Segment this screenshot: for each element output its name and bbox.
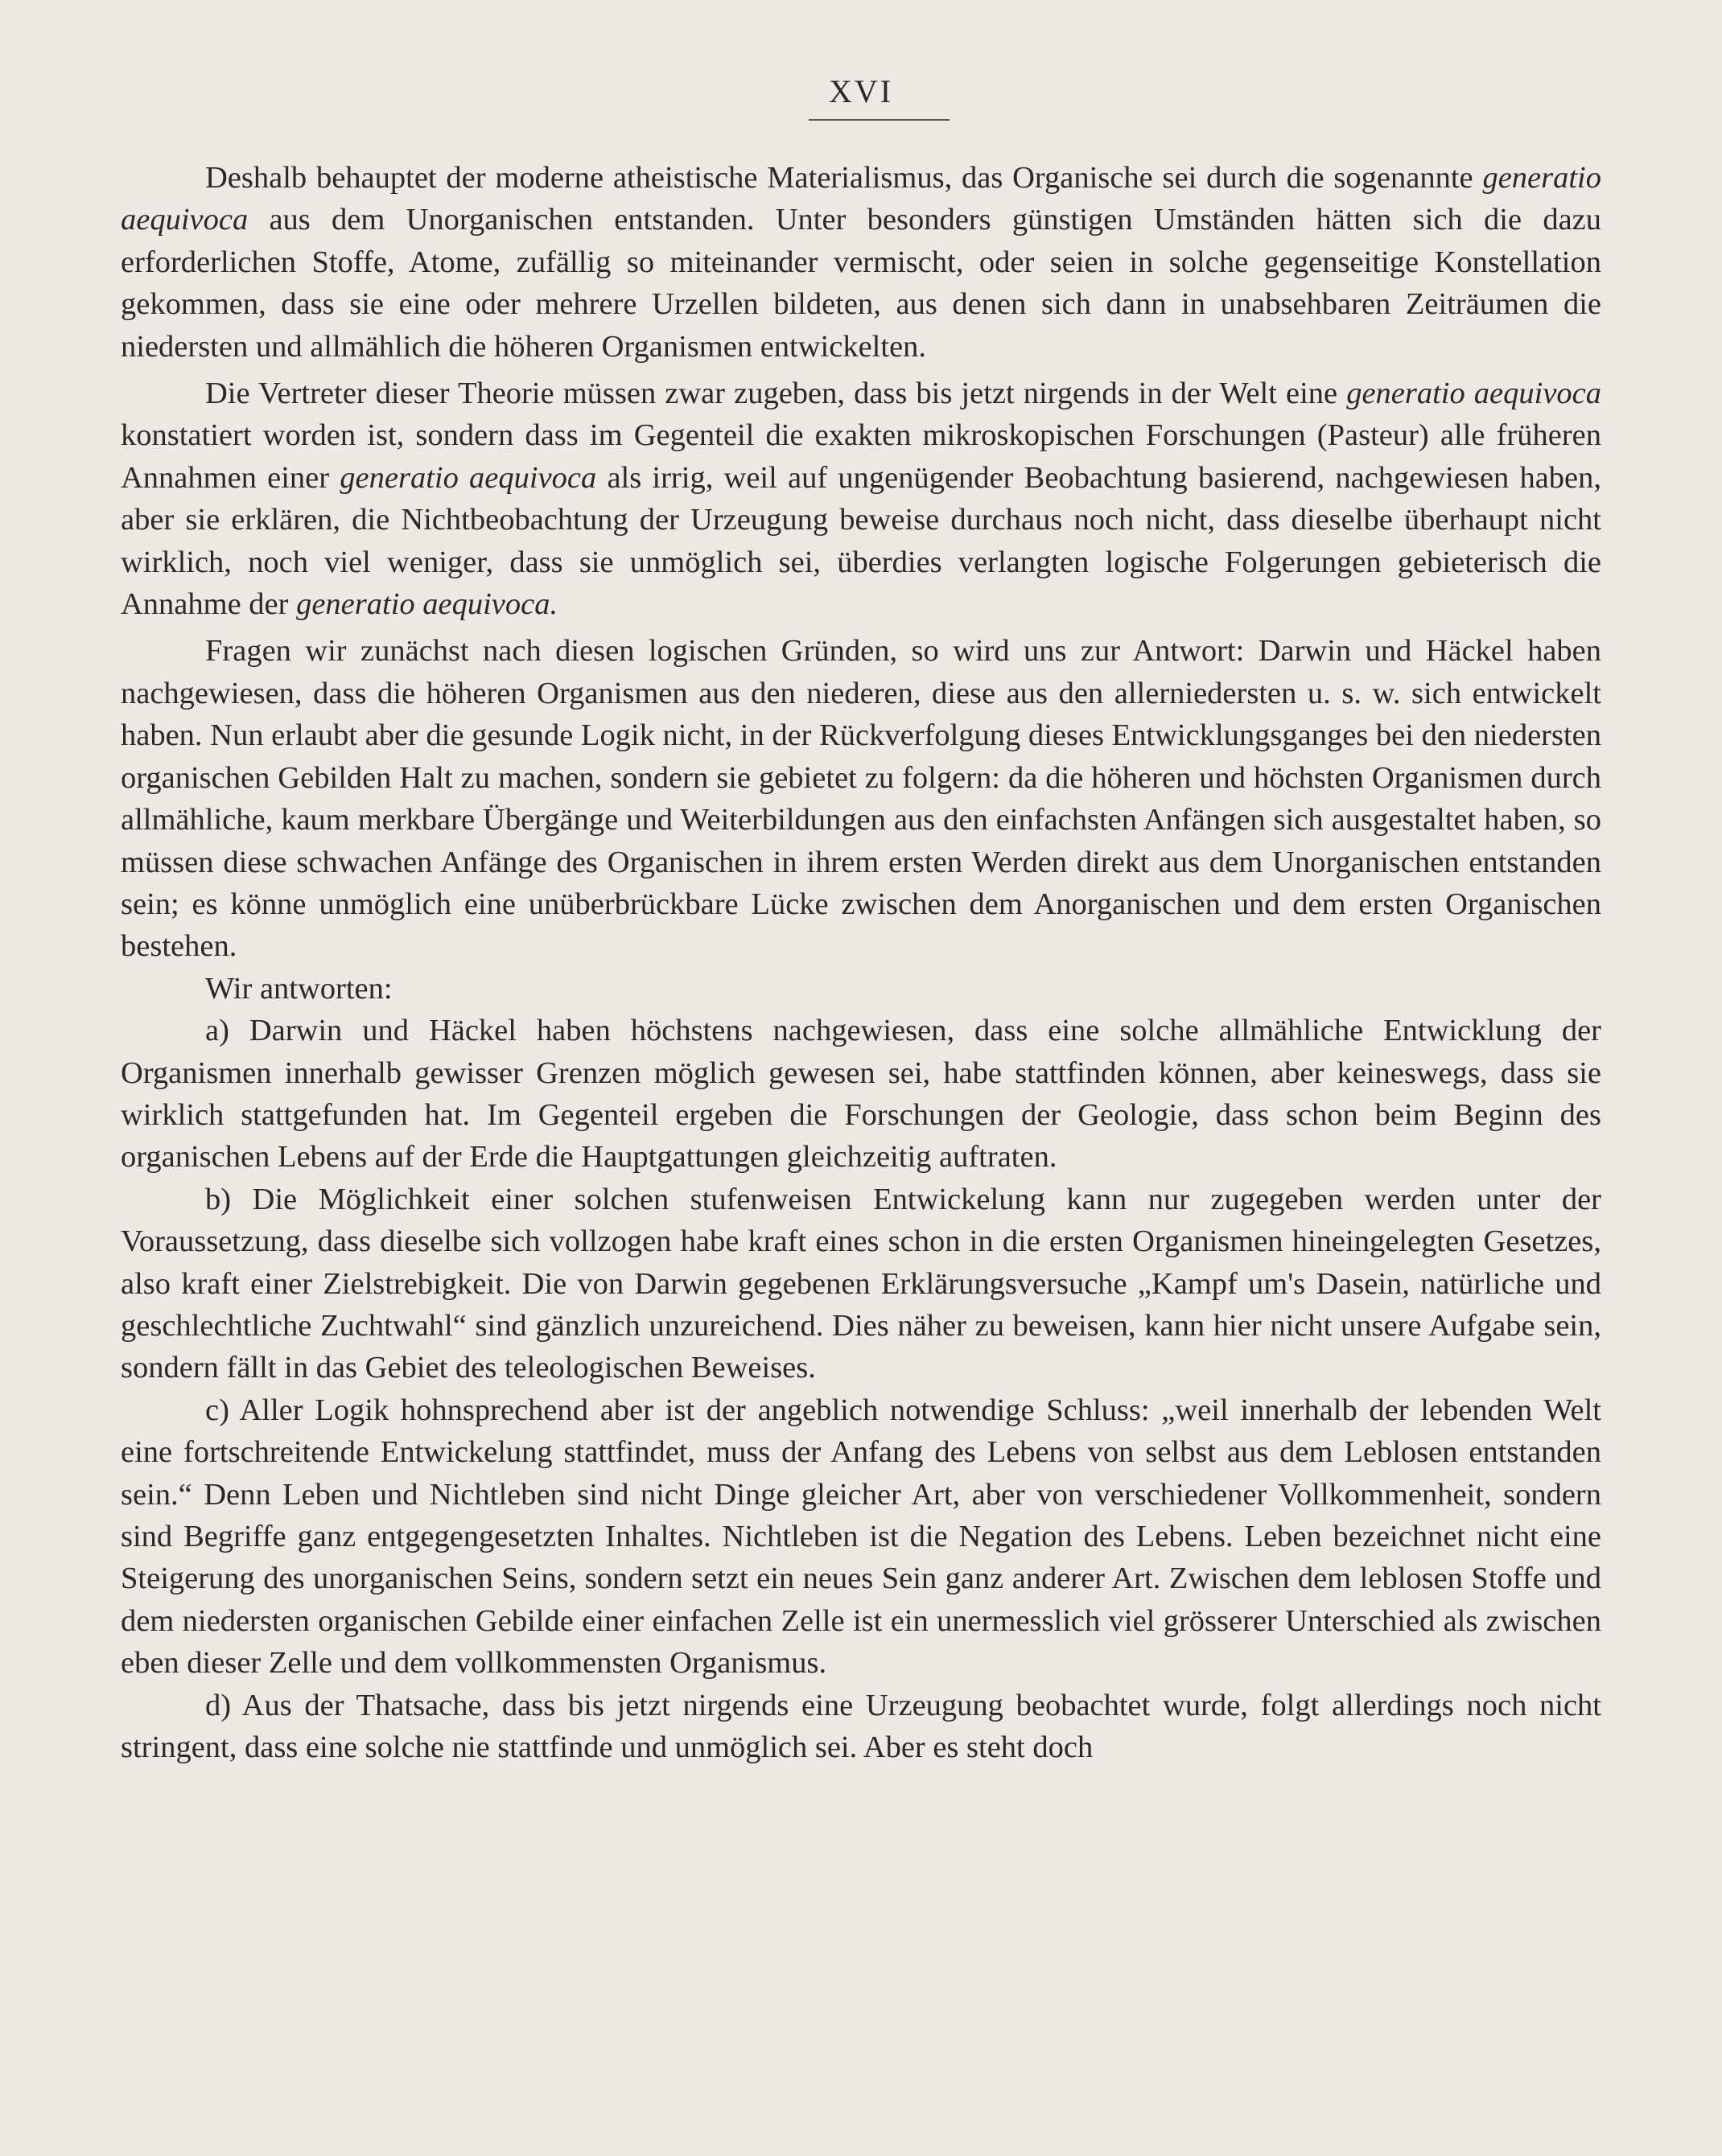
header-rule [809,119,950,121]
term-generatio-aequivoca: generatio aequivoca [1346,376,1602,411]
term-generatio-aequivoca: generatio aequivoca [121,161,1601,237]
body-text [121,157,1601,1768]
paragraph-point-a: a) Darwin und Häckel haben höchstens nachgewiesen, dass eine solche allmähliche Entwicklung der Organismen innerhalb gewisser Grenzen möglich gewesen sei, habe stattfinden können, aber keineswegs, dass sie wirklich stattgefunden hat. Im Gegenteil ergeben die Forschungen der Geologie, dass schon beim Beginn des organischen Lebens auf der Erde die Hauptgattungen gleichzeitig auftraten. [121,1014,1601,1175]
paragraph-answer-intro: Wir antworten: [205,971,393,1006]
paragraph-materialism: Deshalb behauptet der moderne atheistische Materialismus, das Organische sei durch die sogenannte generatio aequivoca aus dem Unorganischen entstanden. Unter besonders günstigen Umständen hätten sich die dazu erforderlichen Stoffe, Atome, zufällig so miteinander vermischt, oder seien in solche gegenseitige Konstellation gekommen, dass sie eine oder mehrere Urzellen bildeten, aus denen sich dann in unabsehbaren Zeiträumen die niedersten und allmählich die höheren Organismen entwickelten. [121,161,1601,364]
term-generatio-aequivoca: generatio aequivoca. [296,587,558,622]
paragraph-point-d: d) Aus der Thatsache, dass bis jetzt nirgends eine Urzeugung beobachtet wurde, folgt allerdings noch nicht stringent, dass eine solche nie stattfinde und unmöglich sei. Aber es steht doch [121,1688,1601,1765]
paragraph-point-c: c) Aller Logik hohnsprechend aber ist der angeblich notwendige Schluss: „weil innerhalb der lebenden Welt eine fortschreitende Entwickelung stattfindet, muss der Anfang des Lebens von selbst aus dem Leblosen entstanden sein.“ Denn Leben und Nichtleben sind nicht Dinge gleicher Art, aber von verschiedener Vollkommenheit, sondern sind Begriffe ganz entgegengesetzten Inhaltes. Nichtleben ist die Negation des Lebens. Leben bezeichnet nicht eine Steigerung des unorganischen Seins, sondern setzt ein neues Sein ganz anderer Art. Zwischen dem leblosen Stoffe und dem niedersten organischen Gebilde einer einfachen Zelle ist ein unermesslich viel grösserer Unterschied als zwischen eben dieser Zelle und dem vollkommensten Organismus. [121,1393,1601,1681]
term-generatio-aequivoca: generatio aequivoca [340,460,597,495]
paragraph-point-b: b) Die Möglichkeit einer solchen stufenweisen Entwickelung kann nur zugegeben werden unter der Voraussetzung, dass dieselbe sich vollzogen habe kraft eines schon in die ersten Organismen hineingelegten Gesetzes, also kraft einer Zielstrebigkeit. Die von Darwin gegebenen Erklärungsversuche „Kampf um's Dasein, natürliche und geschlechtliche Zuchtwahl“ sind gänzlich unzureichend. Dies näher zu beweisen, kann hier nicht unsere Aufgabe sein, sondern fällt in das Gebiet des teleologischen Beweises. [121,1182,1601,1385]
paragraph-logic: Fragen wir zunächst nach diesen logischen Gründen, so wird uns zur Antwort: Darwin und Häckel haben nachgewiesen, dass die höheren Organismen aus den niederen, diese aus den allerniedersten u. s. w. sich entwickelt haben. Nun erlaubt aber die gesunde Logik nicht, in der Rückverfolgung dieses Entwicklungsganges bei den niedersten organischen Gebilden Halt zu machen, sondern sie gebietet zu folgern: da die höheren und höchsten Organismen durch allmähliche, kaum merkbare Übergänge und Weiterbildungen aus den einfachsten Anfängen sich ausgestaltet haben, so müssen diese schwachen Anfänge des Organischen in ihrem ersten Werden direkt aus dem Unorganischen entstanden sein; es könne unmöglich eine unüberbrückbare Lücke zwischen dem Anorganischen und dem ersten Organischen bestehen. [121,634,1601,964]
page-number: XVI [828,73,894,109]
paragraph-theory: Die Vertreter dieser Theorie müssen zwar zugeben, dass bis jetzt nirgends in der Welt eine generatio aequivoca konstatiert worden ist, sondern dass im Gegenteil die exakten mikroskopischen Forschungen (Pasteur) alle früheren Annahmen einer generatio aequivoca als irrig, weil auf ungenügender Beobachtung basierend, nachgewiesen haben, aber sie erklären, die Nichtbeobachtung der Urzeugung beweise durchaus noch nicht, dass dieselbe überhaupt nicht wirklich, noch viel weniger, dass sie unmöglich sei, überdies verlangten logische Folgerungen gebieterisch die Annahme der generatio aequivoca. [121,376,1602,622]
